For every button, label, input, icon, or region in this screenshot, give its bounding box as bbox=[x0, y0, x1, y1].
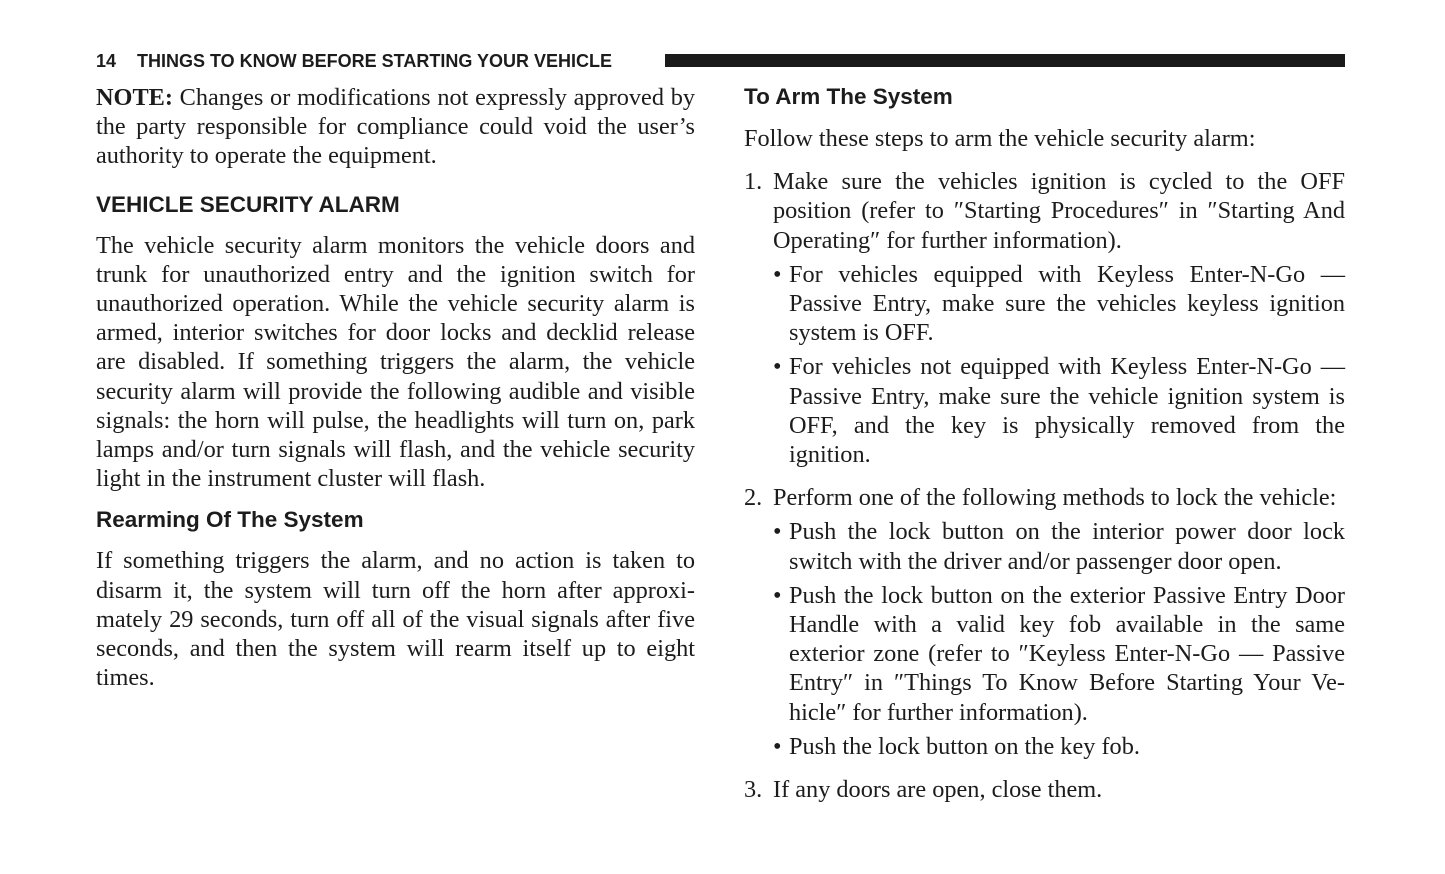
subsection-heading: Rearming Of The System bbox=[96, 507, 364, 533]
bullet-item bbox=[773, 260, 1345, 348]
section-heading: VEHICLE SECURITY ALARM bbox=[96, 191, 400, 217]
bullet-item bbox=[773, 517, 1345, 575]
step-item bbox=[744, 483, 1345, 761]
bullet-item bbox=[773, 352, 1345, 469]
subsection-paragraph: If something triggers the alarm, and no action is taken to disarm it, the system will turn off the horn after approxi- mately 29 seconds, turn off all of the visual signals after five seconds, and then the system will rearm itself up to eight times. bbox=[96, 547, 695, 692]
chapter-title: THINGS TO KNOW BEFORE STARTING YOUR VEHICLE bbox=[137, 51, 613, 71]
bullet-symbol: • bbox=[773, 260, 782, 288]
right-column bbox=[744, 83, 1345, 804]
header-rule bbox=[665, 54, 1345, 67]
step-text: Perform one of the following methods to lock the vehicle: bbox=[773, 484, 1337, 512]
bullet-symbol: • bbox=[773, 581, 782, 609]
step-number: 2. bbox=[744, 484, 763, 512]
note-paragraph bbox=[96, 83, 695, 171]
running-header bbox=[96, 50, 1345, 72]
note-text: Changes or modifications not expressly approved by the party responsible for compliance could void the user’s authority to operate the equipment. bbox=[96, 84, 695, 170]
arm-intro: Follow these steps to arm the vehicle security alarm: bbox=[744, 125, 1256, 152]
bullet-item bbox=[773, 581, 1345, 727]
step-number: 3. bbox=[744, 776, 763, 804]
step-bullets bbox=[773, 260, 1345, 469]
step-text: Make sure the vehicles ignition is cycled to the OFF position (refer to ″Starting Procedures″ in ″Starting And Operating″ for further information). bbox=[773, 168, 1345, 254]
page-number: 14 bbox=[96, 51, 117, 71]
step-bullets bbox=[773, 517, 1345, 761]
left-column bbox=[96, 83, 695, 692]
section-paragraph: The vehicle security alarm monitors the vehicle doors and trunk for unauthorized entry and the ignition switch for unauthorized operation. While the vehicle security alarm is armed, interior switches for door locks and decklid release are disabled. If something triggers the alarm, the vehicle security alarm will provide the following audible and visible signals: the horn will pulse, the headlights will turn on, park lamps and/or turn signals will flash, and the vehicle security light in the instrument cluster will flash. bbox=[96, 231, 695, 493]
steps-list bbox=[744, 167, 1345, 804]
step-item bbox=[744, 775, 1345, 804]
arm-heading: To Arm The System bbox=[744, 84, 953, 109]
note-label: NOTE: bbox=[96, 84, 173, 111]
bullet-text: Push the lock button on the exterior Passive Entry Door Handle with a valid key fob available in the same exterior zone (refer to ″Keyless Enter-N-Go — Passive Entry″ in ″Things To Know Before Starting Your Ve- hicle″ for further information). bbox=[789, 581, 1345, 726]
bullet-symbol: • bbox=[773, 353, 782, 381]
bullet-symbol: • bbox=[773, 518, 782, 546]
step-number: 1. bbox=[744, 168, 763, 196]
step-text: If any doors are open, close them. bbox=[773, 776, 1103, 804]
bullet-text: For vehicles equipped with Keyless Enter-N-Go — Passive Entry, make sure the vehicles keyless ignition system is OFF. bbox=[789, 260, 1345, 347]
bullet-text: Push the lock button on the interior power door lock switch with the driver and/or passenger door open. bbox=[789, 518, 1345, 575]
bullet-text: Push the lock button on the key fob. bbox=[789, 732, 1140, 760]
bullet-text: For vehicles not equipped with Keyless Enter-N-Go — Passive Entry, make sure the vehicle ignition system is OFF, and the key is physically removed from the ignition. bbox=[789, 353, 1345, 469]
step-item bbox=[744, 167, 1345, 469]
bullet-symbol: • bbox=[773, 732, 782, 760]
bullet-item bbox=[773, 732, 1345, 761]
